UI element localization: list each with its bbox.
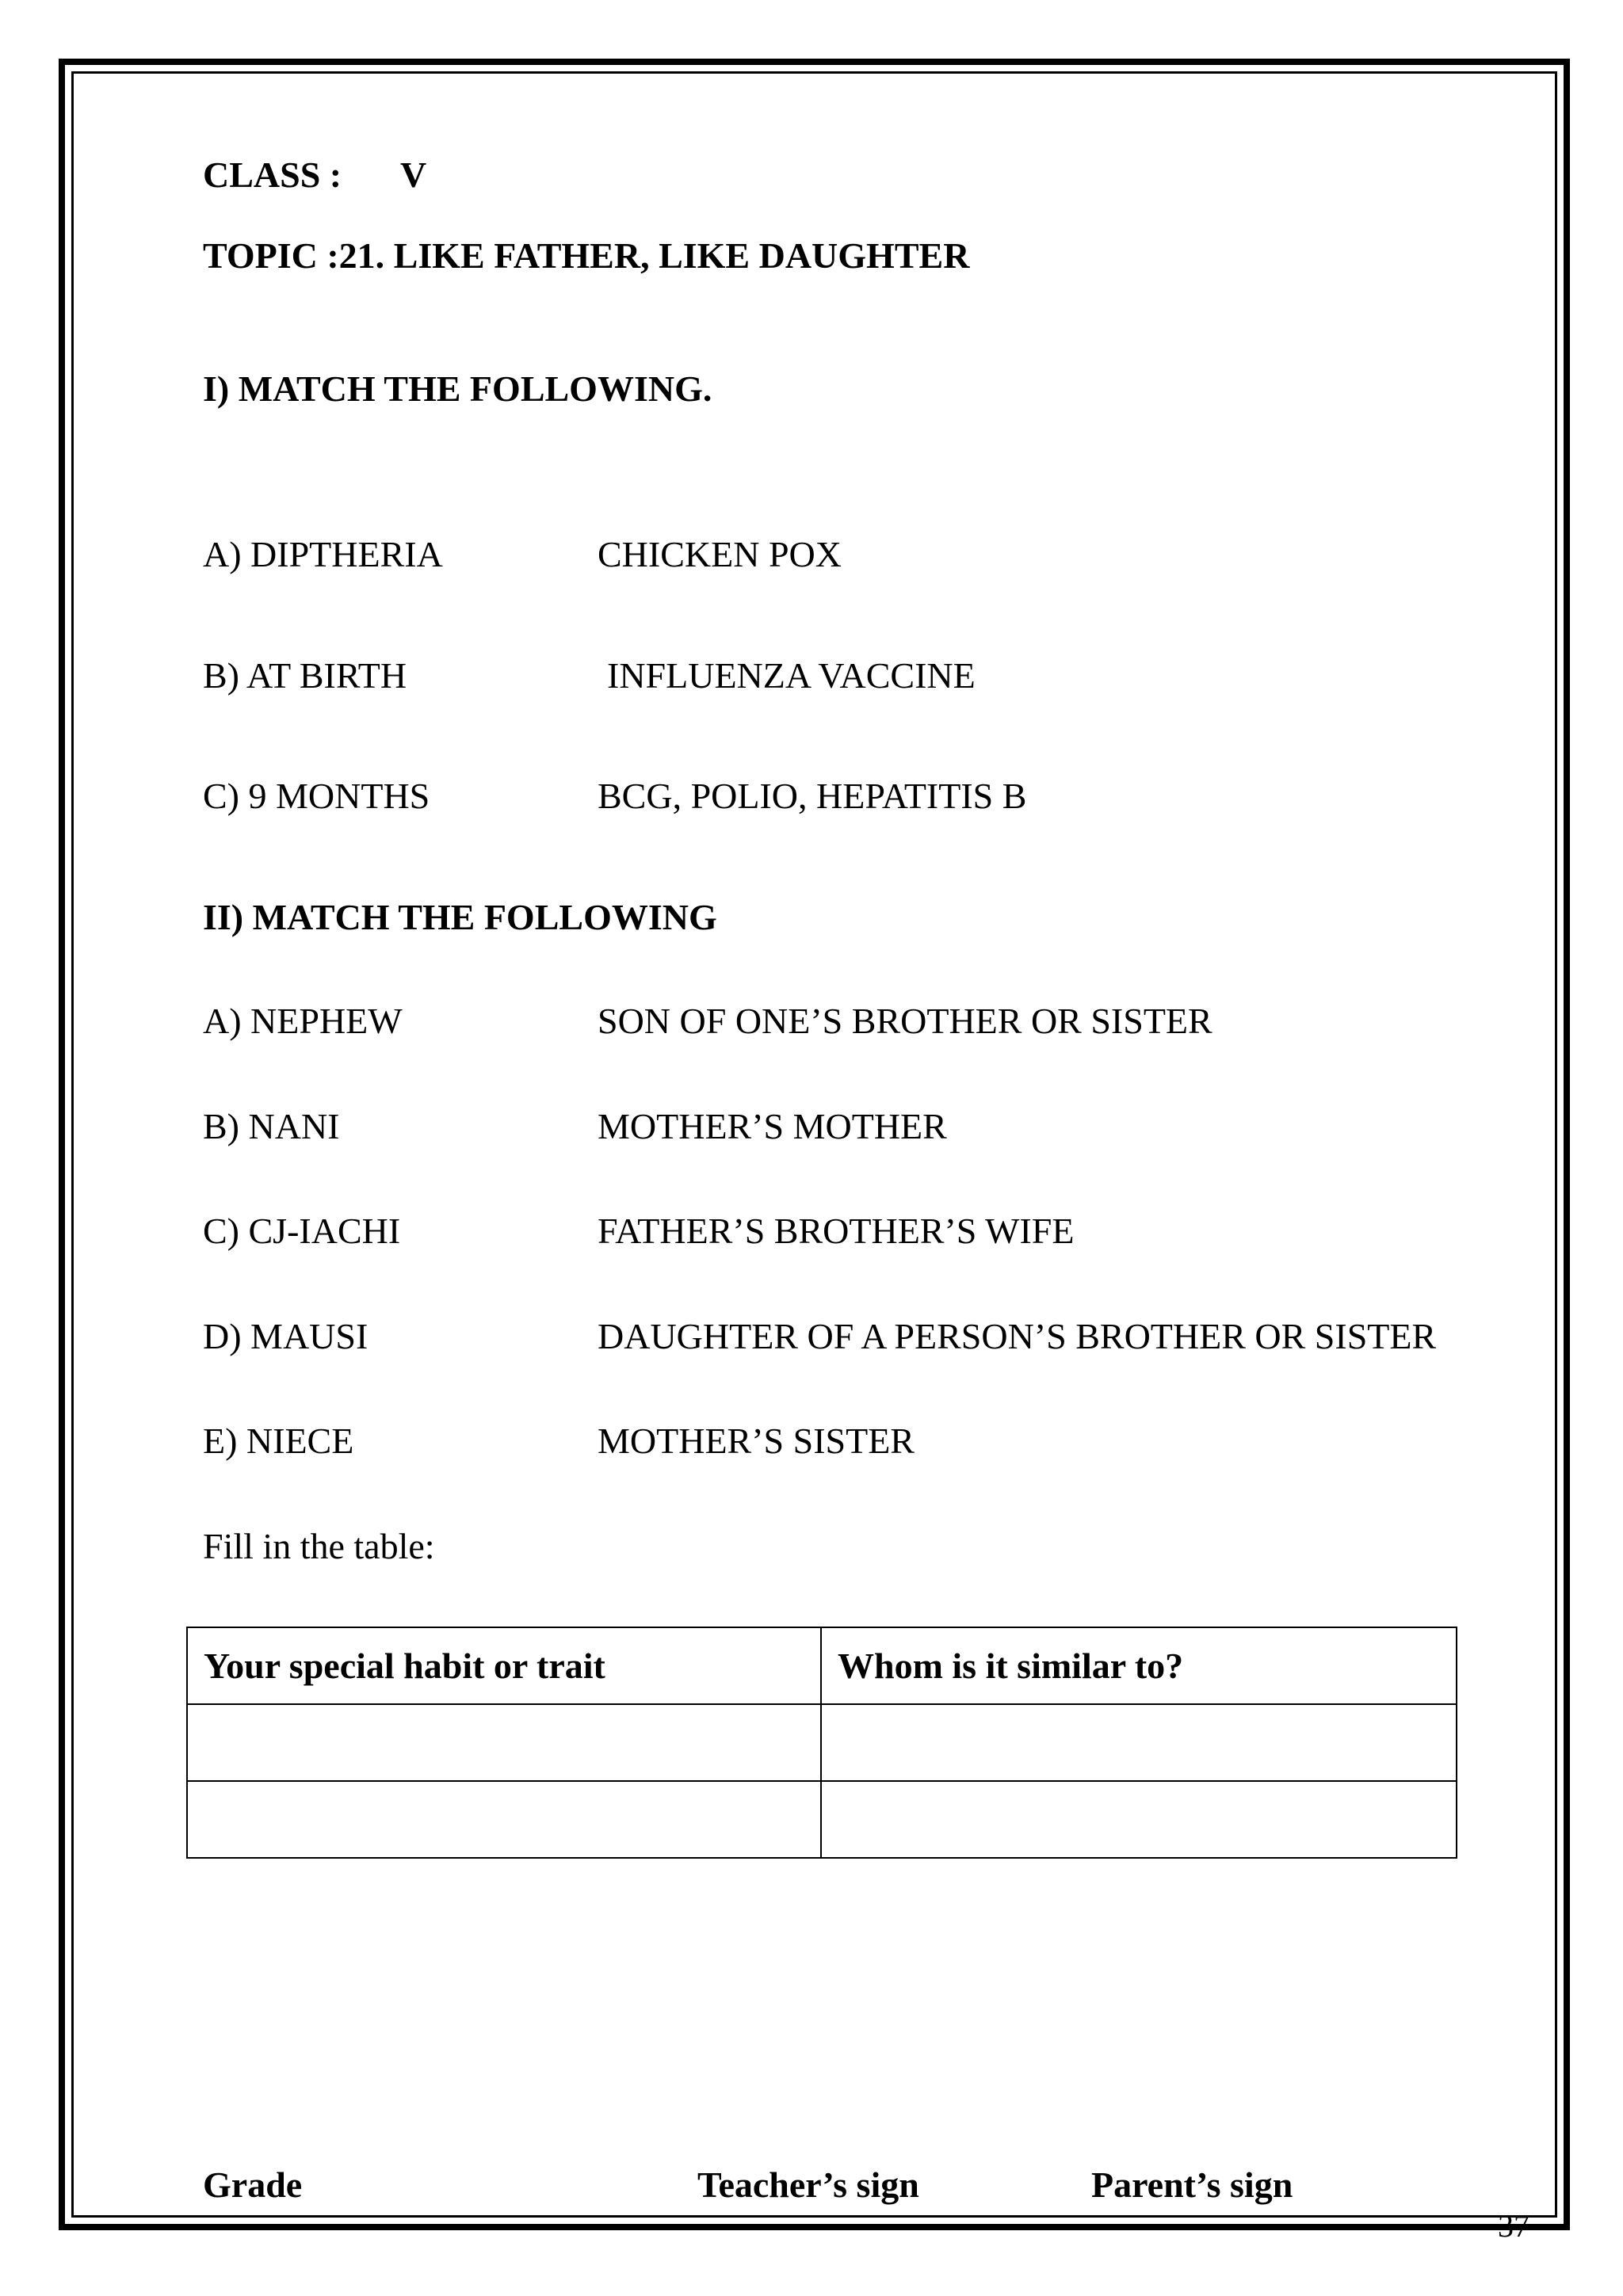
- section1-item-left: B) AT BIRTH: [203, 655, 407, 696]
- table-header-trait: Your special habit or trait: [187, 1627, 821, 1704]
- section2-heading: II) MATCH THE FOLLOWING: [203, 897, 717, 937]
- section2-item-right: MOTHER’S MOTHER: [598, 1106, 947, 1146]
- table-header-similar: Whom is it similar to?: [821, 1627, 1457, 1704]
- parent-sign-label: Parent’s sign: [1091, 2164, 1293, 2205]
- table-header-row: [187, 1627, 1457, 1704]
- table-cell-trait[interactable]: [187, 1704, 821, 1781]
- table-cell-similar[interactable]: [821, 1704, 1457, 1781]
- section2-item-right: MOTHER’S SISTER: [598, 1421, 915, 1461]
- class-label: CLASS :: [203, 154, 342, 195]
- section2-item-right: SON OF ONE’S BROTHER OR SISTER: [598, 1001, 1212, 1041]
- table-cell-trait[interactable]: [187, 1781, 821, 1858]
- section2-item-left: B) NANI: [203, 1106, 340, 1146]
- section1-item-left: A) DIPTHERIA: [203, 534, 443, 574]
- topic-title: TOPIC :21. LIKE FATHER, LIKE DAUGHTER: [203, 235, 970, 276]
- trait-table: [186, 1627, 1457, 1859]
- table-row: [187, 1781, 1457, 1858]
- section2-item-left: D) MAUSI: [203, 1316, 369, 1356]
- section1-item-right: CHICKEN POX: [598, 534, 842, 574]
- section1-heading: I) MATCH THE FOLLOWING.: [203, 368, 712, 409]
- class-value: V: [400, 154, 427, 195]
- section2-item-right: DAUGHTER OF A PERSON’S BROTHER OR SISTER: [598, 1316, 1437, 1356]
- section2-item-right: FATHER’S BROTHER’S WIFE: [598, 1211, 1075, 1251]
- section1-item-right: INFLUENZA VACCINE: [607, 655, 976, 696]
- fill-table-instruction: Fill in the table:: [203, 1526, 435, 1566]
- teacher-sign-label: Teacher’s sign: [697, 2164, 919, 2205]
- grade-label: Grade: [203, 2164, 303, 2205]
- section1-item-left: C) 9 MONTHS: [203, 776, 430, 816]
- section2-item-left: E) NIECE: [203, 1421, 354, 1461]
- section2-item-left: A) NEPHEW: [203, 1001, 403, 1041]
- page-number: 37: [1498, 2208, 1529, 2244]
- table-row: [187, 1704, 1457, 1781]
- table-cell-similar[interactable]: [821, 1781, 1457, 1858]
- section2-item-left: C) CJ-IACHI: [203, 1211, 401, 1251]
- section1-item-right: BCG, POLIO, HEPATITIS B: [598, 776, 1027, 816]
